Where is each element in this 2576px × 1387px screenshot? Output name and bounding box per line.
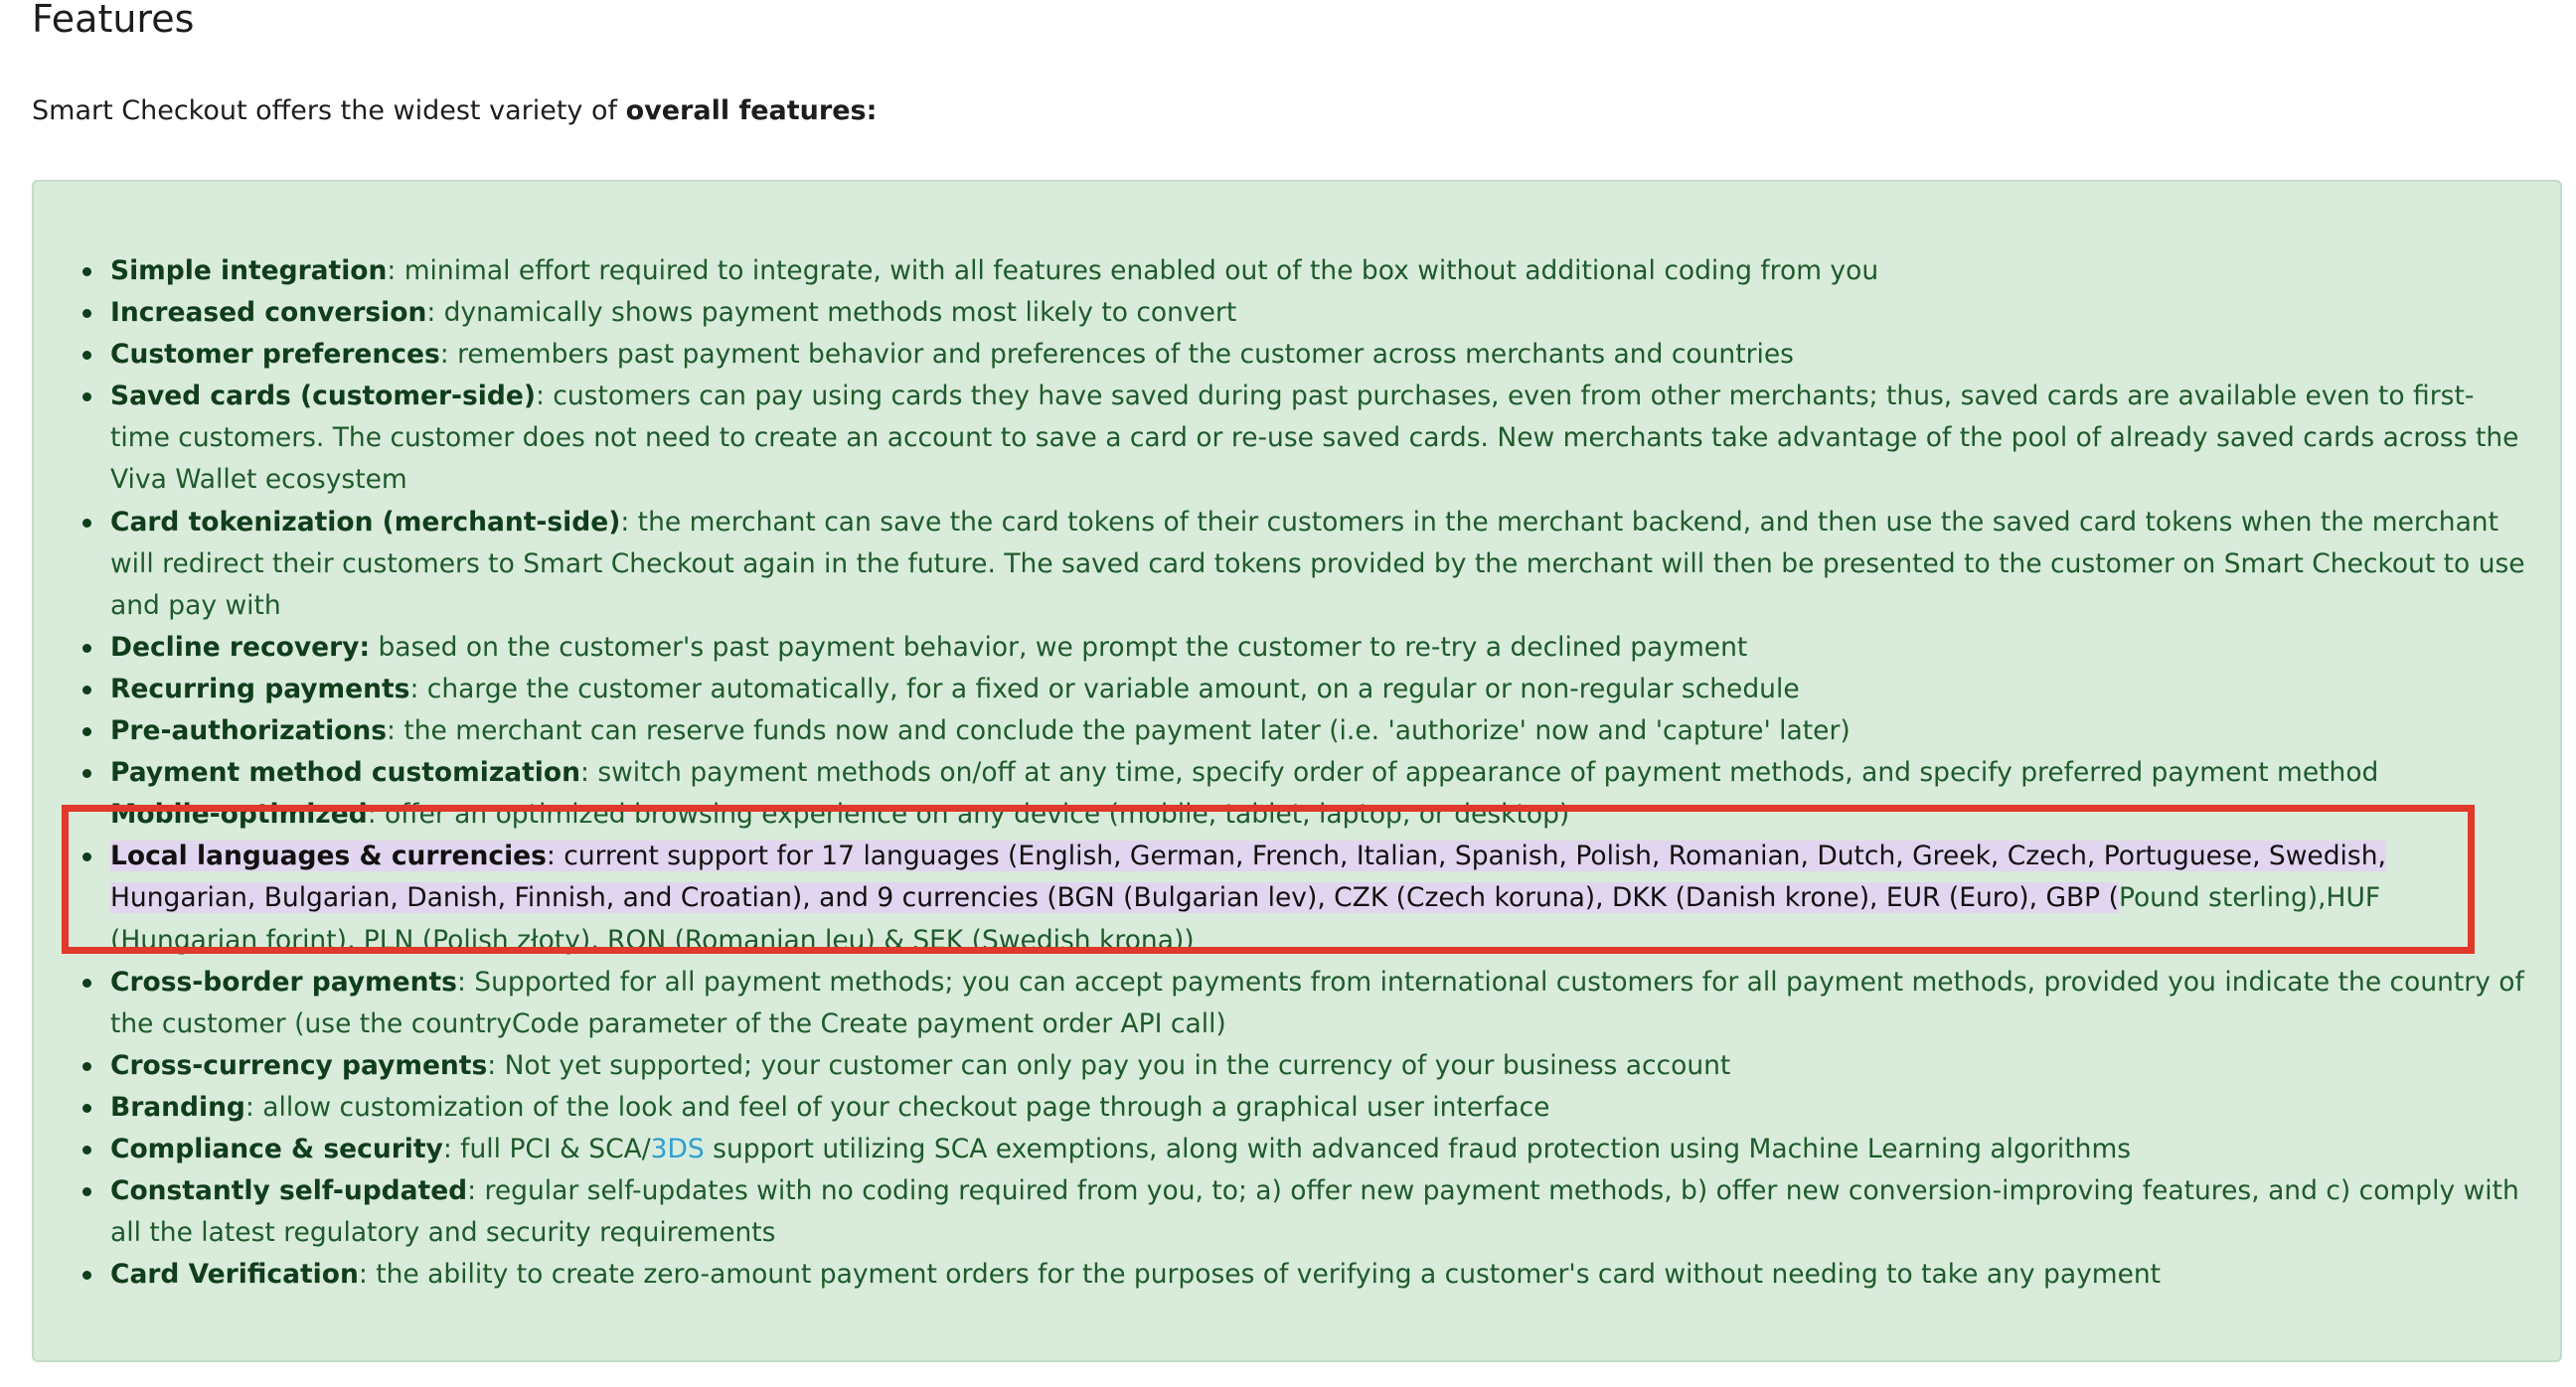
feature-item-card-tokenization xyxy=(110,502,2525,627)
feature-title: Card Verification xyxy=(110,1259,359,1291)
feature-item-mobile-optimized xyxy=(110,794,2525,836)
bullet-icon xyxy=(82,1187,91,1196)
feature-description: support utilizing SCA exemptions, along with advanced fraud protection using Machine Learning algorithms xyxy=(704,1133,2132,1164)
bullet-icon xyxy=(82,309,91,318)
feature-item-constantly-self-updated xyxy=(110,1170,2525,1254)
bullet-icon xyxy=(82,1062,91,1071)
feature-item-branding xyxy=(110,1087,2525,1129)
feature-description: : the merchant can reserve funds now and conclude the payment later (i.e. 'authorize' now and 'capture' later) xyxy=(387,715,1851,747)
feature-description: : the ability to create zero-amount payment orders for the purposes of verifying a customer's card without needing to take any payment xyxy=(358,1259,2162,1291)
feature-title: Constantly self-updated xyxy=(110,1175,468,1207)
bullet-icon xyxy=(82,727,91,736)
feature-title: Cross-border payments xyxy=(110,966,457,998)
feature-item-cross-currency-payments xyxy=(110,1045,2525,1087)
feature-item-compliance-security xyxy=(110,1129,2525,1170)
feature-description: : allow customization of the look and feel of your checkout page through a graphical user interface xyxy=(244,1091,1550,1123)
intro-text: Smart Checkout offers the widest variety of xyxy=(32,95,626,126)
intro-bold: overall features: xyxy=(625,95,878,126)
bullet-icon xyxy=(82,267,91,276)
feature-title: Card tokenization (merchant-side) xyxy=(110,506,621,538)
feature-description: : customers can pay using cards they have saved during past purchases, even from other merchants; thus, saved cards are available even to first-time customers. The customer does not need to create an account to save a card or re-use saved cards. New merchants take advantage of the pool of already saved cards across the Viva Wallet ecosystem xyxy=(110,381,2519,496)
feature-description: : Not yet supported; your customer can only pay you in the currency of your business account xyxy=(487,1049,1731,1081)
feature-list xyxy=(80,250,2525,1296)
feature-description: : regular self-updates with no coding required from you, to; a) offer new payment methods, b) offer new conversion-improving features, and c) comply with all the latest regulatory and security requirements xyxy=(110,1175,2519,1249)
feature-item-cross-border-payments xyxy=(110,962,2525,1045)
feature-title: Compliance & security xyxy=(110,1133,443,1164)
feature-title: Increased conversion xyxy=(110,297,427,329)
text-highlight xyxy=(110,841,2386,913)
bullet-icon xyxy=(82,644,91,653)
feature-description-prefix: : full PCI & SCA/ xyxy=(442,1133,651,1164)
feature-title: Pre-authorizations xyxy=(110,715,388,747)
bullet-icon xyxy=(82,852,91,861)
feature-title: Decline recovery: xyxy=(110,631,371,663)
feature-item-simple-integration xyxy=(110,250,2525,292)
page-title: Features xyxy=(32,0,195,41)
feature-title: Simple integration xyxy=(110,255,388,286)
feature-description: : remembers past payment behavior and preferences of the customer across merchants and countries xyxy=(439,339,1794,371)
feature-title: Branding xyxy=(110,1091,245,1123)
feature-title: Saved cards (customer-side) xyxy=(110,381,536,412)
feature-description: : minimal effort required to integrate, with all features enabled out of the box without additional coding from you xyxy=(387,255,1879,286)
feature-item-customer-preferences xyxy=(110,334,2525,376)
feature-item-recurring-payments xyxy=(110,669,2525,710)
feature-title: Cross-currency payments xyxy=(110,1049,488,1081)
feature-title: Customer preferences xyxy=(110,339,440,371)
feature-item-increased-conversion xyxy=(110,292,2525,334)
bullet-icon xyxy=(82,1104,91,1113)
feature-description-highlighted: : current support for 17 languages (English, German, French, Italian, Spanish, Polish, Romanian, Dutch, Greek, Czech, Portuguese, Swedish, Hungarian, Bulgarian, Danish, Finnish, and Croatian), and 9 currencies (BGN (Bulgarian lev), CZK (Czech koruna), DKK (Danish krone), EUR (Euro), GBP ( xyxy=(110,841,2386,914)
feature-item-payment-method-customization xyxy=(110,752,2525,794)
feature-title: Mobile-optimized xyxy=(110,799,368,831)
bullet-icon xyxy=(82,392,91,401)
feature-item-card-verification xyxy=(110,1254,2525,1296)
intro-paragraph xyxy=(32,91,877,131)
feature-description: : Supported for all payment methods; you can accept payments from international customers for all payment methods, provided you indicate the country of the customer (use the countryCode parameter of the Create payment order API call) xyxy=(110,966,2524,1039)
feature-item-pre-authorizations xyxy=(110,710,2525,752)
feature-description: Pound sterling),HUF (Hungarian forint), PLN (Polish złoty), RON (Romanian leu) & SEK (Swedish krona)) xyxy=(110,882,2381,956)
feature-description: : the merchant can save the card tokens of their customers in the merchant backend, and then use the saved card tokens when the merchant will redirect their customers to Smart Checkout again in the future. The saved card tokens provided by the merchant will then be presented to the customer on Smart Checkout to use and pay with xyxy=(110,506,2525,621)
feature-item-decline-recovery xyxy=(110,627,2525,669)
bullet-icon xyxy=(82,519,91,528)
bullet-icon xyxy=(82,769,91,778)
feature-description: : dynamically shows payment methods most likely to convert xyxy=(426,297,1237,329)
bullet-icon xyxy=(82,1146,91,1155)
feature-title: Payment method customization xyxy=(110,757,580,789)
feature-description: : charge the customer automatically, for a fixed or variable amount, on a regular or non-regular schedule xyxy=(409,673,1800,704)
feature-title: Local languages & currencies xyxy=(110,841,547,872)
bullet-icon xyxy=(82,1271,91,1280)
feature-title: Recurring payments xyxy=(110,673,410,704)
feature-description: : switch payment methods on/off at any time, specify order of appearance of payment methods, and specify preferred payment method xyxy=(579,757,2379,789)
bullet-icon xyxy=(82,351,91,360)
feature-description: : offer an optimized browsing experience on any device (mobile, tablet, laptop, or desktop) xyxy=(367,799,1570,831)
bullet-icon xyxy=(82,686,91,694)
feature-item-local-languages-currencies xyxy=(110,836,2525,961)
feature-description: based on the customer's past payment behavior, we prompt the customer to re-try a declined payment xyxy=(370,631,1748,663)
bullet-icon xyxy=(82,979,91,988)
feature-item-saved-cards xyxy=(110,376,2525,501)
3ds-link[interactable]: 3DS xyxy=(650,1133,705,1164)
